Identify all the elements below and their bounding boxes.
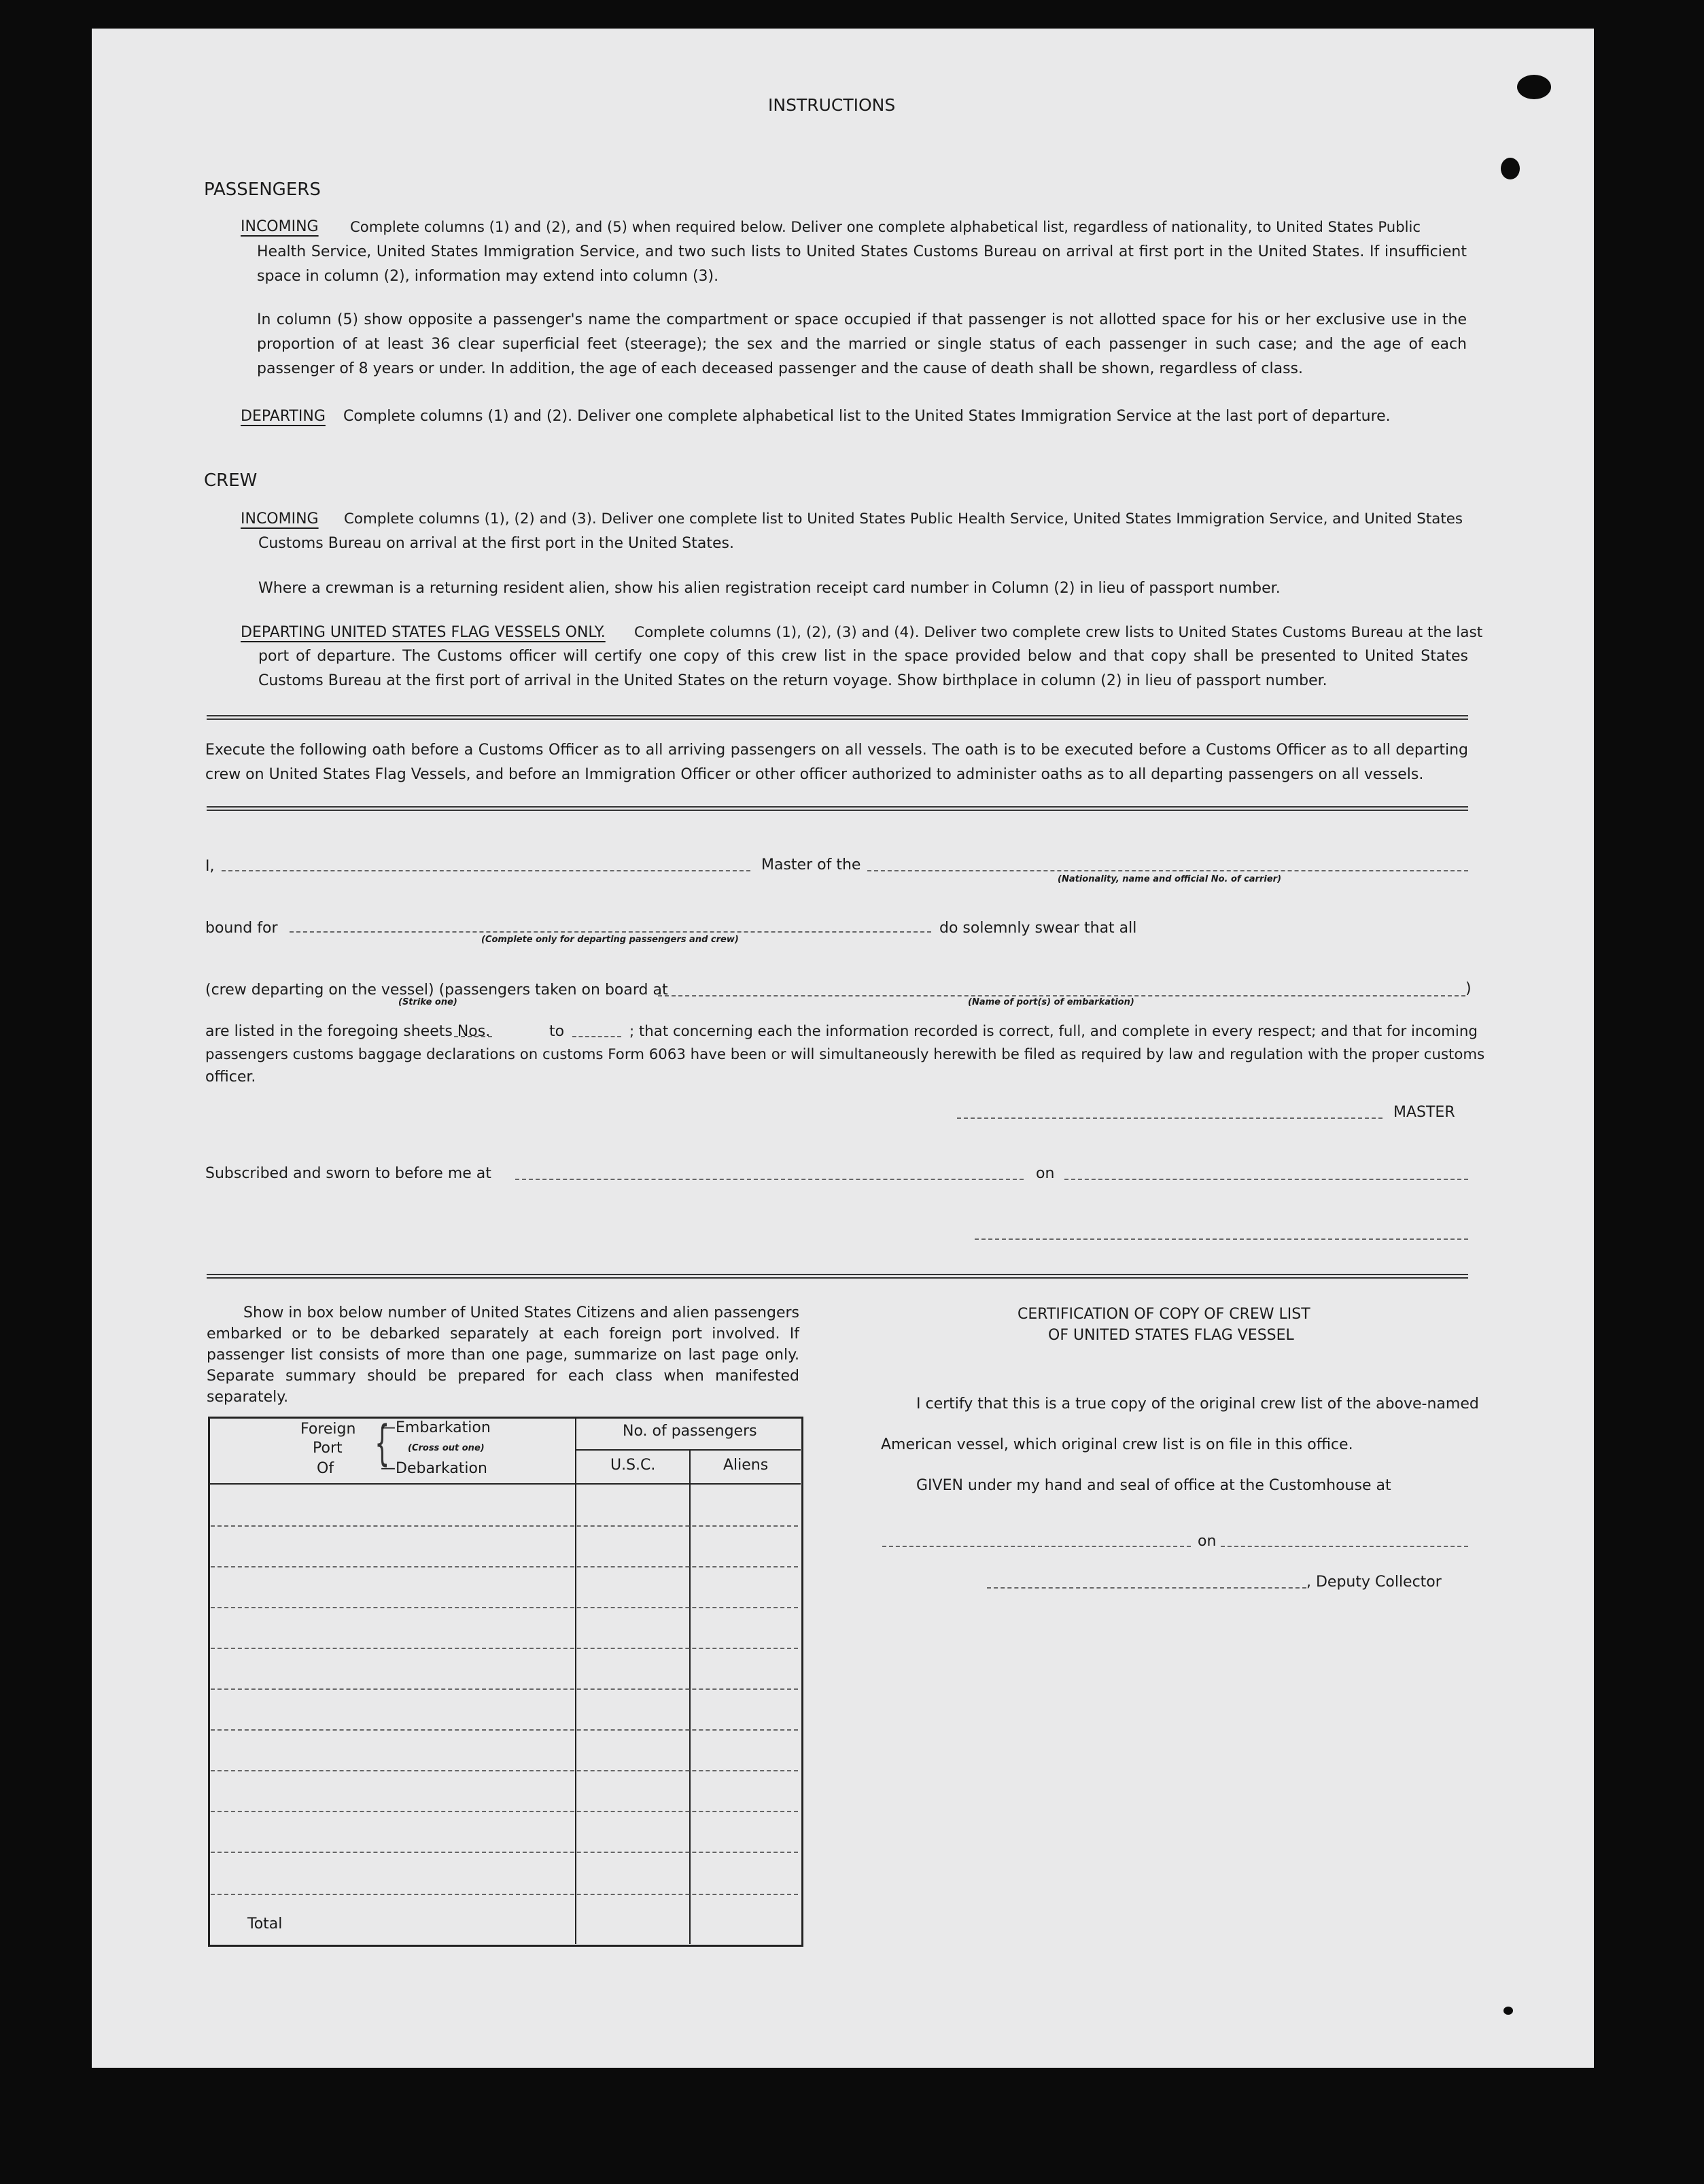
table-row-line[interactable] — [211, 1525, 798, 1527]
table-row-line[interactable] — [211, 1729, 798, 1731]
aliens-label: Aliens — [723, 1457, 769, 1474]
customhouse-field[interactable] — [882, 1546, 1191, 1547]
given-text: GIVEN under my hand and seal of office at the Customhouse at — [916, 1477, 1391, 1494]
divider — [207, 1274, 1468, 1279]
sheet-to-field[interactable] — [572, 1036, 621, 1037]
cert-on-label: on — [1198, 1533, 1217, 1550]
table-row-line[interactable] — [211, 1566, 798, 1567]
crew-incoming-line1: Complete columns (1), (2) and (3). Deliver one complete list to United States Public Health Service, United States Immigration Service, and United States — [344, 510, 1463, 527]
crew-departing-text: port of departure. The Customs officer will certify one copy of this crew list in the space provided below and that copy shall be presented to United States Customs Bureau at the first port of arrival in the United States on the return voyage. Show birthplace in column (2) in lieu of passport number. — [258, 648, 1468, 689]
bound-note: (Complete only for departing passengers and crew) — [481, 935, 739, 945]
passengers-incoming-label: INCOMING — [241, 218, 319, 235]
table-header-divider — [576, 1449, 801, 1451]
table-row-line[interactable] — [211, 1811, 798, 1812]
foreign-label: Foreign — [300, 1421, 356, 1438]
subscribed-label: Subscribed and sworn to before me at — [205, 1165, 491, 1182]
close-paren: ) — [1465, 980, 1472, 997]
oath-intro: Execute the following oath before a Customs Officer as to all arriving passengers on all vessels. The oath is to be executed before a Customs Officer as to all departing crew on United States Flag Vessels, and before an Immigration Officer or other officer authorized to administer oaths as to all departing passengers on all vessels. — [205, 742, 1468, 783]
sheet-from-field[interactable] — [454, 1036, 492, 1037]
table-row-line[interactable] — [211, 1607, 798, 1608]
passengers-departing-text: Complete columns (1) and (2). Deliver one complete alphabetical list to the United States Immigration Service at the last port of departure. — [343, 408, 1391, 425]
listed-line2: passengers customs baggage declarations on customs Form 6063 have been or will simultaneously herewith be filed as required by law and regulation with the proper customs — [205, 1046, 1485, 1063]
divider — [207, 715, 1468, 720]
certification-title-line2: OF UNITED STATES FLAG VESSEL — [1048, 1327, 1294, 1344]
total-label: Total — [247, 1916, 283, 1932]
embarkation-label: —Embarkation — [381, 1419, 491, 1436]
cross-out-note: (Cross out one) — [408, 1443, 485, 1453]
passengers-departing-label: DEPARTING — [241, 408, 326, 425]
passengers-column5-text: In column (5) show opposite a passenger's name the compartment or space occupied if that passenger is not allotted space for his or her exclusive use in the proportion of at least 36 clear superficial feet (steerage); the sex and the married or single status of each passenger in such case; and the age of each passenger of 8 years or under. In addition, the age of each deceased passenger and the cause of death shall be shown, regardless of class. — [257, 311, 1467, 377]
deputy-signature-field[interactable] — [987, 1587, 1306, 1589]
deputy-collector-label: , Deputy Collector — [1306, 1574, 1442, 1591]
table-row-line[interactable] — [211, 1770, 798, 1771]
passengers-heading: PASSENGERS — [204, 179, 321, 200]
sworn-at-field[interactable] — [515, 1179, 1024, 1180]
ink-blot — [1501, 158, 1520, 179]
embarkation-port-field[interactable] — [658, 995, 1465, 996]
passengers-incoming-text: Health Service, United States Immigration Service, and two such lists to United States Customs Bureau on arrival at first port in the United States. If insufficient space in column (2), information may extend into column (3). — [257, 243, 1467, 285]
table-header-bottom — [209, 1483, 801, 1485]
table-row-line[interactable] — [211, 1852, 798, 1853]
officer-signature-field[interactable] — [975, 1238, 1468, 1240]
table-row-line[interactable] — [211, 1648, 798, 1649]
passenger-summary-table — [208, 1417, 803, 1947]
sworn-date-field[interactable] — [1064, 1179, 1468, 1180]
master-of-label: Master of the — [761, 856, 861, 873]
master-signature-field[interactable] — [957, 1117, 1383, 1119]
ink-dot — [1503, 2007, 1513, 2015]
certification-title-line1: CERTIFICATION OF COPY OF CREW LIST — [1018, 1306, 1310, 1323]
passengers-incoming-line1: Complete columns (1) and (2), and (5) when required below. Deliver one complete alphabetical list, regardless of nationality, to United States Public — [350, 218, 1421, 235]
port-note: (Name of port(s) of embarkation) — [968, 997, 1134, 1007]
brace-icon: { — [375, 1415, 390, 1471]
port-label: Port — [313, 1440, 343, 1457]
swear-label: do solemnly swear that all — [939, 920, 1137, 937]
i-label: I, — [205, 858, 215, 875]
to-label: to — [549, 1023, 565, 1040]
cert-date-field[interactable] — [1221, 1546, 1468, 1547]
ink-blot — [1517, 75, 1551, 99]
strike-note: (Strike one) — [398, 997, 457, 1007]
debarkation-label: —Debarkation — [381, 1460, 487, 1477]
table-row-line[interactable] — [211, 1688, 798, 1690]
table-col-divider — [575, 1418, 576, 1944]
divider — [207, 806, 1468, 811]
certify-line2: American vessel, which original crew list is on file in this office. — [881, 1436, 1353, 1453]
crew-heading: CREW — [204, 470, 258, 491]
crew-departing-line1: Complete columns (1), (2), (3) and (4). Deliver two complete crew lists to United States Customs Bureau at the last — [634, 624, 1483, 641]
crew-incoming-text: Customs Bureau on arrival at the first port in the United States. — [258, 535, 734, 552]
usc-label: U.S.C. — [610, 1457, 656, 1474]
listed-rest: ; that concerning each the information recorded is correct, full, and complete in every respect; and that for incoming — [629, 1023, 1478, 1040]
master-label: MASTER — [1393, 1104, 1455, 1121]
carrier-field[interactable] — [867, 870, 1468, 871]
table-row-line[interactable] — [211, 1894, 798, 1895]
page-title: INSTRUCTIONS — [768, 95, 896, 115]
carrier-note: (Nationality, name and official No. of carrier) — [1058, 874, 1282, 884]
table-col-divider — [689, 1451, 691, 1944]
crew-incoming-label: INCOMING — [241, 510, 319, 527]
of-label: Of — [317, 1460, 334, 1477]
bound-for-field[interactable] — [290, 931, 931, 933]
listed-line3: officer. — [205, 1069, 256, 1086]
certify-line1: I certify that this is a true copy of the original crew list of the above-named — [916, 1396, 1479, 1412]
listed-label: are listed in the foregoing sheets Nos. — [205, 1023, 491, 1040]
on-label: on — [1036, 1165, 1055, 1182]
bound-for-label: bound for — [205, 920, 278, 937]
crew-departing-label: DEPARTING UNITED STATES FLAG VESSELS ONLY. — [241, 624, 606, 641]
crew-resident-text: Where a crewman is a returning resident alien, show his alien registration receipt card number in Column (2) in lieu of passport number. — [258, 580, 1281, 597]
crew-passengers-label: (crew departing on the vessel) (passengers taken on board at — [205, 982, 668, 999]
master-name-field[interactable] — [222, 870, 750, 871]
no-of-passengers-label: No. of passengers — [623, 1423, 757, 1440]
summary-instructions: Show in box below number of United States Citizens and alien passengers embarked or to be debarked separately at each foreign port involved. If passenger list consists of more than one page, summarize on last page only. Separate summary should be prepared for each class when manifested separately. — [207, 1304, 799, 1406]
